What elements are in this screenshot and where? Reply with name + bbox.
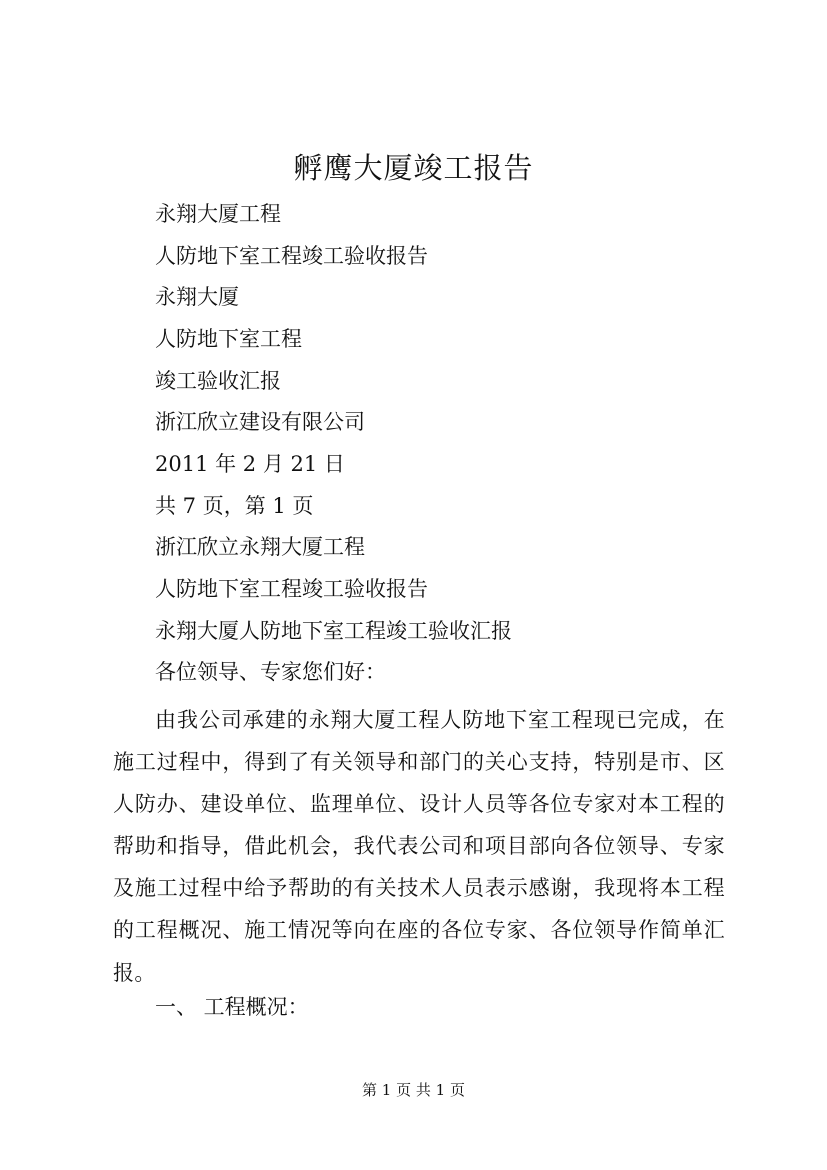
- text-line-company-project: 浙江欣立永翔大厦工程: [155, 535, 365, 559]
- text-line-company: 浙江欣立建设有限公司: [155, 410, 365, 434]
- text-line-basement: 人防地下室工程: [155, 327, 302, 351]
- text-line-page-count: 共 7 页，第 1 页: [155, 494, 314, 518]
- document-title: 孵鹰大厦竣工报告: [293, 151, 534, 185]
- body-paragraph: 由我公司承建的永翔大厦工程人防地下室工程现已完成，在施工过程中，得到了有关领导和部门的关心支持，特别是市、区人防办、建设单位、监理单位、设计人员等各位专家对本工程的帮助和指导，借此机会，我代表公司和项目部向各位领导、专家及施工过程中给予帮助的有关技术人员表示感谢，我现将本工程的工程概况、施工情况等向在座的各位专家、各位领导作简单汇报。: [113, 708, 725, 985]
- text-line-project: 永翔大厦工程: [155, 202, 281, 226]
- text-line-building: 永翔大厦: [155, 285, 239, 309]
- text-line-report-name-2: 人防地下室工程竣工验收报告: [155, 577, 428, 601]
- text-line-acceptance: 竣工验收汇报: [155, 369, 281, 393]
- text-line-greeting: 各位领导、专家您们好：: [155, 660, 386, 684]
- text-line-report-heading: 永翔大厦人防地下室工程竣工验收汇报: [155, 619, 512, 643]
- page-footer: 第 1 页 共 1 页: [362, 1081, 465, 1099]
- text-line-report-name: 人防地下室工程竣工验收报告: [155, 244, 428, 268]
- section-heading: 一、 工程概况：: [155, 995, 309, 1019]
- text-line-date: 2011 年 2 月 21 日: [155, 452, 345, 476]
